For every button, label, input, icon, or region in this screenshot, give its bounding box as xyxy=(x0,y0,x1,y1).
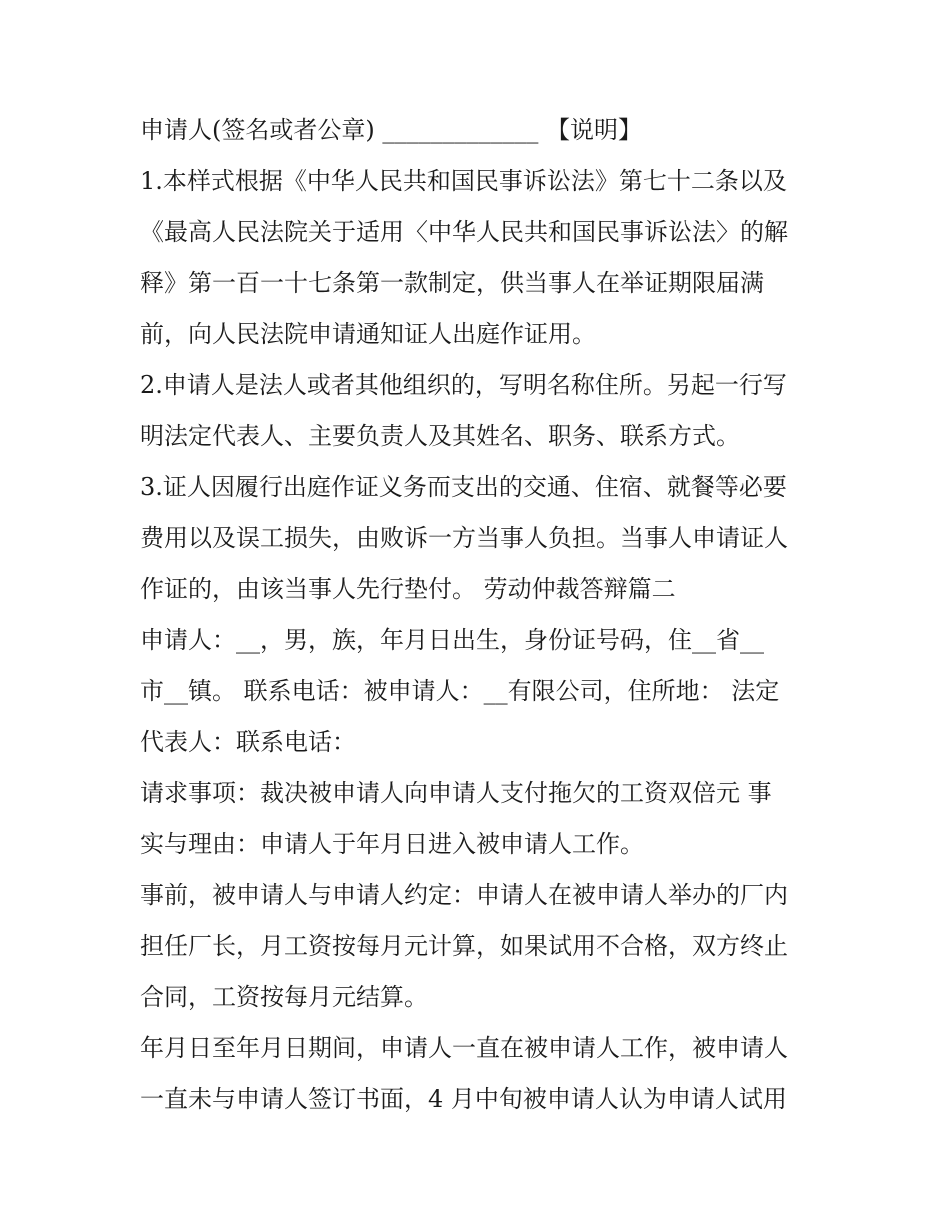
text-line: 《最高人民法院关于适用〈中华人民共和国民事诉讼法〉的解 xyxy=(140,218,788,246)
text-line: 费用以及误工损失，由败诉一方当事人负担。当事人申请证人 xyxy=(140,524,788,552)
text-line: 请求事项：裁决被申请人向申请人支付拖欠的工资双倍元 事 xyxy=(140,779,772,807)
text-line: 事前，被申请人与申请人约定：申请人在被申请人举办的厂内 xyxy=(140,881,788,909)
text-line: 申请人(签名或者公章) _____________ 【说明】 xyxy=(140,116,642,144)
text-line: 2.申请人是法人或者其他组织的，写明名称住所。另起一行写 xyxy=(140,371,787,399)
text-line: 释》第一百一十七条第一款制定，供当事人在举证期限届满 xyxy=(140,269,764,297)
text-line: 1.本样式根据《中华人民共和国民事诉讼法》第七十二条以及 xyxy=(140,167,787,195)
text-line: 年月日至年月日期间，申请人一直在被申请人工作，被申请人 xyxy=(140,1034,788,1062)
text-line: 代表人：联系电话： xyxy=(140,728,356,756)
text-line: 明法定代表人、主要负责人及其姓名、职务、联系方式。 xyxy=(140,422,740,450)
text-line: 实与理由：申请人于年月日进入被申请人工作。 xyxy=(140,830,644,858)
text-line: 3.证人因履行出庭作证义务而支出的交通、住宿、就餐等必要 xyxy=(140,473,787,501)
document-page xyxy=(140,105,820,1125)
text-line: 市__镇。 联系电话：被申请人：__有限公司，住所地： 法定 xyxy=(140,677,780,705)
text-line: 前，向人民法院申请通知证人出庭作证用。 xyxy=(140,320,596,348)
text-line: 申请人：__，男，族，年月日出生，身份证号码，住__省__ xyxy=(140,626,764,654)
text-line: 担任厂长，月工资按每月元计算，如果试用不合格，双方终止 xyxy=(140,932,788,960)
text-line: 合同，工资按每月元结算。 xyxy=(140,983,428,1011)
text-line: 一直未与申请人签订书面，4 月中旬被申请人认为申请人试用 xyxy=(140,1085,787,1113)
text-line: 作证的，由该当事人先行垫付。 劳动仲裁答辩篇二 xyxy=(140,575,676,603)
